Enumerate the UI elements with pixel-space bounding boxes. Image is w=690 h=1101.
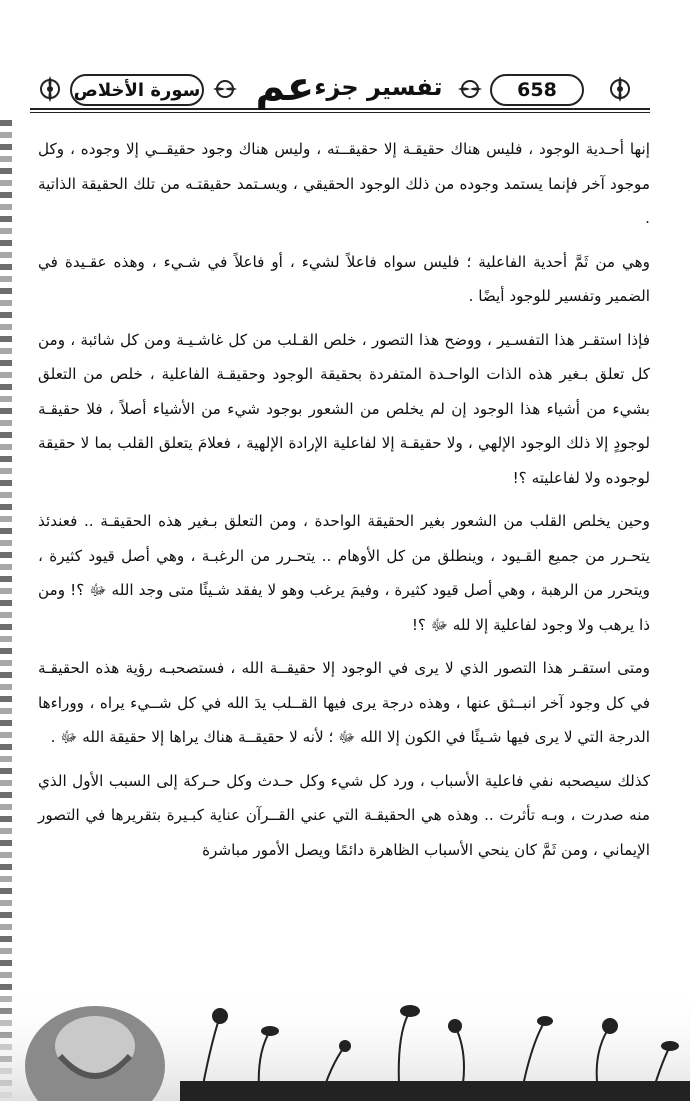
floral-ornament-icon — [455, 74, 485, 104]
paragraph: وهي من ثَمَّ أحدية الفاعلية ؛ فليس سواه فاعلاً لشيء ، أو فاعلاً في شـيء ، وهذه عقـيدة في الضمير وتفسير للوجود أيضًا . — [38, 252, 650, 305]
paragraph: وحين يخلص القلب من الشعور بغير الحقيقة الواحدة ، ومن التعلق بـغير هذه الحقيقـة .. فعندئذ يتحـرر من جميع القـيود ، وينطلق من كل الأوهام .. يتحـرر من الرغبـة ، وهي أصل قيود كثيرة ، ويتحرر من الرهبة ، وهي أصل قيود كثيرة ، وفيمَ يرغب وهو لا يفقد شـيئًا متى وجد الله ﷻ ؟! ومن ذا يرهب ولا وجود لفاعلية إلا لله ﷻ ؟! — [38, 512, 650, 634]
paragraph: ومتى استقـر هذا التصور الذي لا يرى في الوجود إلا حقيقــة الله ، فستصحبـه رؤية هذه الحقيقـة في كل وجود آخر انبــثق عنها ، وهذه درجة يرى فيها القــلب يدَ الله في كل شــيء يراه ، ووراءها الدرجة التي لا يرى فيها شـيئًا في الكون إلا الله ﷻ ؛ لأنه لا حقيقــة هناك يراها إلا حقيقة الله ﷻ . — [38, 659, 650, 746]
decorative-border — [0, 120, 12, 1101]
paragraph: إنها أحـدية الوجود ، فليس هناك حقيقـة إلا حقيقــته ، وليس هناك وجود حقيقــي إلا وجوده ، وكل موجود آخر فإنما يستمد وجوده من ذلك الوجود الحقيقي ، ويسـتمد حقيقتـه من تلك الحقيقة الذاتية . — [38, 140, 650, 227]
floral-ornament-icon — [210, 74, 240, 104]
floral-ornament-icon — [605, 74, 635, 104]
page-number: 658 — [490, 74, 584, 106]
book-title-main: عم — [255, 64, 315, 110]
header-rule — [30, 108, 650, 110]
book-title-prefix: تفسير جزء — [314, 73, 443, 101]
paragraph: كذلك سيصحبه نفي فاعلية الأسباب ، ورد كل شيء وكل حـدث وكل حـركة إلى السبب الأول الذي منه صدرت ، وبـه تأثرت .. وهذه هي الحقيقـة التي عني القــرآن عناية كبـيرة بتقريرها في التصور الإيماني ، ومن ثَمَّ كان ينحي الأسباب الظاهرة دائمًا ويصل الأمور مباشرة — [38, 771, 650, 859]
header-rule-thin — [30, 112, 650, 113]
book-title — [235, 64, 455, 110]
floral-ornament-icon — [35, 74, 65, 104]
surah-name: سورة الأخلاص — [70, 74, 204, 106]
page-header — [30, 64, 650, 118]
page-body — [38, 132, 650, 876]
paragraph: فإذا استقـر هذا التفسـير ، ووضح هذا التصور ، خلص القـلب من كل غاشـيـة ومن كل شائبة ، ومن كل تعلق بـغير هذه الذات الواحـدة المتفردة بحقيقة الوجود وحقيقـة الفاعلية ، خلص من التعلق بشيء من أشياء هذا الوجود إن لم يخلص من الشعور بوجود شيء من الأشياء أصلاً ، فلا حقيقـة لوجودٍ إلا ذلك الوجود الإلهي ، ولا حقيقـة إلا لفاعلية الإرادة الإلهية ، فعلامَ يتعلق القلب بما لا حقيقة لوجوده ولا لفاعليته ؟! — [38, 330, 650, 487]
decorative-floral-footer — [0, 986, 690, 1101]
